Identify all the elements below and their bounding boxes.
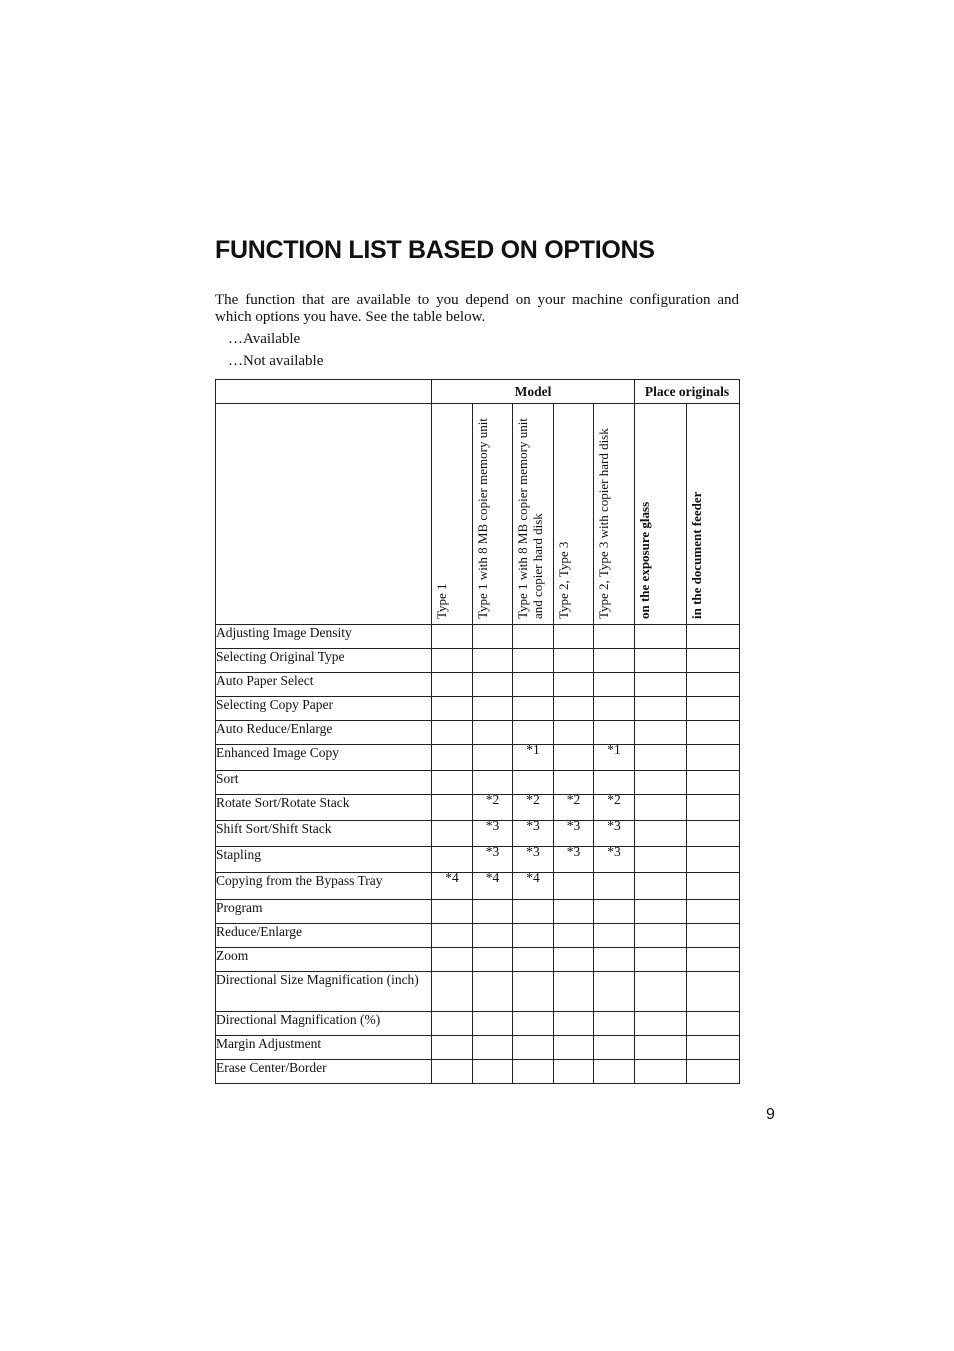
availability-cell: *3 (594, 821, 635, 847)
table-row (216, 1036, 740, 1060)
availability-cell (554, 924, 594, 948)
availability-cell (635, 1036, 687, 1060)
function-label: Enhanced Image Copy (216, 745, 432, 771)
availability-cell: *3 (513, 847, 554, 873)
availability-cell (635, 1012, 687, 1036)
availability-cell: *3 (473, 821, 513, 847)
legend-not-available: …Not available (228, 353, 324, 369)
column-header (513, 404, 554, 625)
availability-cell (594, 673, 635, 697)
availability-cell (687, 745, 740, 771)
availability-cell (513, 1012, 554, 1036)
column-header (594, 404, 635, 625)
availability-cell (554, 948, 594, 972)
table-row (216, 847, 740, 873)
function-label: Erase Center/Border (216, 1060, 432, 1084)
availability-cell (635, 1060, 687, 1084)
availability-cell (473, 924, 513, 948)
availability-cell (432, 948, 473, 972)
function-label: Selecting Copy Paper (216, 697, 432, 721)
availability-cell (554, 900, 594, 924)
availability-cell (594, 900, 635, 924)
column-header (635, 404, 687, 625)
availability-cell (635, 625, 687, 649)
availability-cell (473, 625, 513, 649)
availability-cell: *3 (473, 847, 513, 873)
availability-cell (594, 697, 635, 721)
availability-cell (554, 673, 594, 697)
availability-cell (594, 1036, 635, 1060)
table-row (216, 873, 740, 900)
function-label: Auto Paper Select (216, 673, 432, 697)
availability-cell: *1 (594, 745, 635, 771)
availability-cell (513, 948, 554, 972)
availability-cell: *4 (513, 873, 554, 900)
availability-cell (594, 948, 635, 972)
table-row (216, 1060, 740, 1084)
availability-cell (432, 1036, 473, 1060)
availability-cell (635, 673, 687, 697)
function-label: Reduce/Enlarge (216, 924, 432, 948)
availability-cell (432, 972, 473, 1012)
availability-cell (473, 1060, 513, 1084)
availability-cell (687, 924, 740, 948)
availability-cell (594, 1060, 635, 1084)
availability-cell (594, 649, 635, 673)
availability-cell (635, 745, 687, 771)
availability-cell (554, 1012, 594, 1036)
availability-cell (554, 972, 594, 1012)
availability-cell (687, 1060, 740, 1084)
availability-cell: *2 (473, 795, 513, 821)
column-header (473, 404, 513, 625)
availability-cell (687, 972, 740, 1012)
table-row (216, 771, 740, 795)
availability-cell (473, 721, 513, 745)
availability-cell (473, 673, 513, 697)
availability-cell (594, 721, 635, 745)
availability-cell (554, 873, 594, 900)
availability-cell (635, 649, 687, 673)
availability-cell (635, 795, 687, 821)
function-label: Margin Adjustment (216, 1036, 432, 1060)
availability-cell (432, 1060, 473, 1084)
function-label: Adjusting Image Density (216, 625, 432, 649)
availability-cell (513, 900, 554, 924)
table-row (216, 972, 740, 1012)
table-row (216, 625, 740, 649)
availability-cell (594, 972, 635, 1012)
function-label: Selecting Original Type (216, 649, 432, 673)
availability-cell (687, 1012, 740, 1036)
availability-cell (554, 649, 594, 673)
column-header-label: Type 1 with 8 MB copier memory unit (475, 418, 490, 619)
availability-cell: *1 (513, 745, 554, 771)
availability-cell (432, 795, 473, 821)
corner-cell (216, 380, 432, 404)
availability-cell (432, 924, 473, 948)
row-label-header (216, 404, 432, 625)
availability-cell (554, 771, 594, 795)
availability-cell (687, 900, 740, 924)
column-header-label: Type 2, Type 3 (556, 541, 571, 619)
availability-cell: *2 (513, 795, 554, 821)
availability-cell (473, 1012, 513, 1036)
availability-cell (432, 673, 473, 697)
availability-cell (554, 625, 594, 649)
availability-cell (432, 900, 473, 924)
availability-cell (594, 873, 635, 900)
availability-cell (635, 697, 687, 721)
availability-cell: *4 (473, 873, 513, 900)
column-header-row (216, 404, 740, 625)
availability-cell (513, 649, 554, 673)
group-header-row (216, 380, 740, 404)
column-header (687, 404, 740, 625)
availability-cell (513, 771, 554, 795)
table-row (216, 745, 740, 771)
function-label: Zoom (216, 948, 432, 972)
availability-cell (635, 873, 687, 900)
function-label: Directional Magnification (%) (216, 1012, 432, 1036)
availability-cell (635, 771, 687, 795)
group-model-header: Model (432, 380, 635, 404)
availability-cell (432, 745, 473, 771)
availability-cell (554, 721, 594, 745)
availability-cell (432, 721, 473, 745)
availability-cell (473, 649, 513, 673)
availability-cell (594, 1012, 635, 1036)
availability-cell (635, 821, 687, 847)
availability-cell (687, 673, 740, 697)
availability-cell (687, 771, 740, 795)
availability-cell (513, 721, 554, 745)
function-label: Rotate Sort/Rotate Stack (216, 795, 432, 821)
availability-cell (635, 972, 687, 1012)
availability-cell (432, 649, 473, 673)
availability-cell (687, 697, 740, 721)
availability-cell (635, 721, 687, 745)
availability-cell (473, 697, 513, 721)
table-row (216, 1012, 740, 1036)
availability-cell (473, 948, 513, 972)
availability-cell: *3 (554, 821, 594, 847)
availability-cell (513, 697, 554, 721)
availability-cell: *4 (432, 873, 473, 900)
availability-cell (687, 721, 740, 745)
intro-paragraph: The function that are available to you depend on your machine configuration and which options you have. See the table below. (215, 292, 739, 325)
function-table (215, 379, 740, 1084)
availability-cell (513, 673, 554, 697)
table-row (216, 948, 740, 972)
availability-cell (687, 795, 740, 821)
group-place-originals-header: Place originals (635, 380, 740, 404)
availability-cell (554, 697, 594, 721)
availability-cell: *3 (513, 821, 554, 847)
column-header-label: Type 1 with 8 MB copier memory unit and copier hard disk (515, 418, 545, 619)
availability-cell (594, 771, 635, 795)
availability-cell (687, 948, 740, 972)
page-title: FUNCTION LIST BASED ON OPTIONS (215, 236, 655, 264)
availability-cell (473, 745, 513, 771)
availability-cell (635, 924, 687, 948)
availability-cell (513, 625, 554, 649)
availability-cell (432, 1012, 473, 1036)
availability-cell (473, 972, 513, 1012)
availability-cell (687, 847, 740, 873)
availability-cell (687, 1036, 740, 1060)
availability-cell: *2 (594, 795, 635, 821)
function-label: Shift Sort/Shift Stack (216, 821, 432, 847)
availability-cell (554, 745, 594, 771)
availability-cell (473, 771, 513, 795)
availability-cell (473, 1036, 513, 1060)
availability-cell (594, 625, 635, 649)
availability-cell (513, 972, 554, 1012)
availability-cell (432, 847, 473, 873)
column-header (554, 404, 594, 625)
table-row (216, 900, 740, 924)
column-header (432, 404, 473, 625)
function-label: Auto Reduce/Enlarge (216, 721, 432, 745)
availability-cell (687, 649, 740, 673)
legend-available: …Available (228, 331, 301, 347)
column-header-label: in the document feeder (689, 491, 705, 619)
availability-cell (554, 1060, 594, 1084)
table-row (216, 795, 740, 821)
function-label: Stapling (216, 847, 432, 873)
table-row (216, 821, 740, 847)
table-row (216, 924, 740, 948)
table-row (216, 697, 740, 721)
availability-cell (687, 873, 740, 900)
availability-cell: *3 (594, 847, 635, 873)
availability-cell (687, 625, 740, 649)
function-label: Copying from the Bypass Tray (216, 873, 432, 900)
table-row (216, 649, 740, 673)
function-label: Sort (216, 771, 432, 795)
availability-cell (554, 1036, 594, 1060)
availability-cell (432, 771, 473, 795)
column-header-label: on the exposure glass (637, 501, 653, 619)
availability-cell (513, 1060, 554, 1084)
function-label: Program (216, 900, 432, 924)
availability-cell: *2 (554, 795, 594, 821)
availability-cell (635, 948, 687, 972)
availability-cell (513, 1036, 554, 1060)
availability-cell (635, 847, 687, 873)
availability-cell (635, 900, 687, 924)
function-label: Directional Size Magnification (inch) (216, 972, 432, 1012)
table-row (216, 721, 740, 745)
availability-cell (513, 924, 554, 948)
availability-cell (432, 821, 473, 847)
column-header-label: Type 1 (434, 583, 449, 619)
table-row (216, 673, 740, 697)
availability-cell (594, 924, 635, 948)
availability-cell (473, 900, 513, 924)
availability-cell (432, 625, 473, 649)
availability-cell (432, 697, 473, 721)
availability-cell: *3 (554, 847, 594, 873)
availability-cell (687, 821, 740, 847)
page-number: 9 (766, 1106, 775, 1123)
column-header-label: Type 2, Type 3 with copier hard disk (596, 428, 611, 619)
